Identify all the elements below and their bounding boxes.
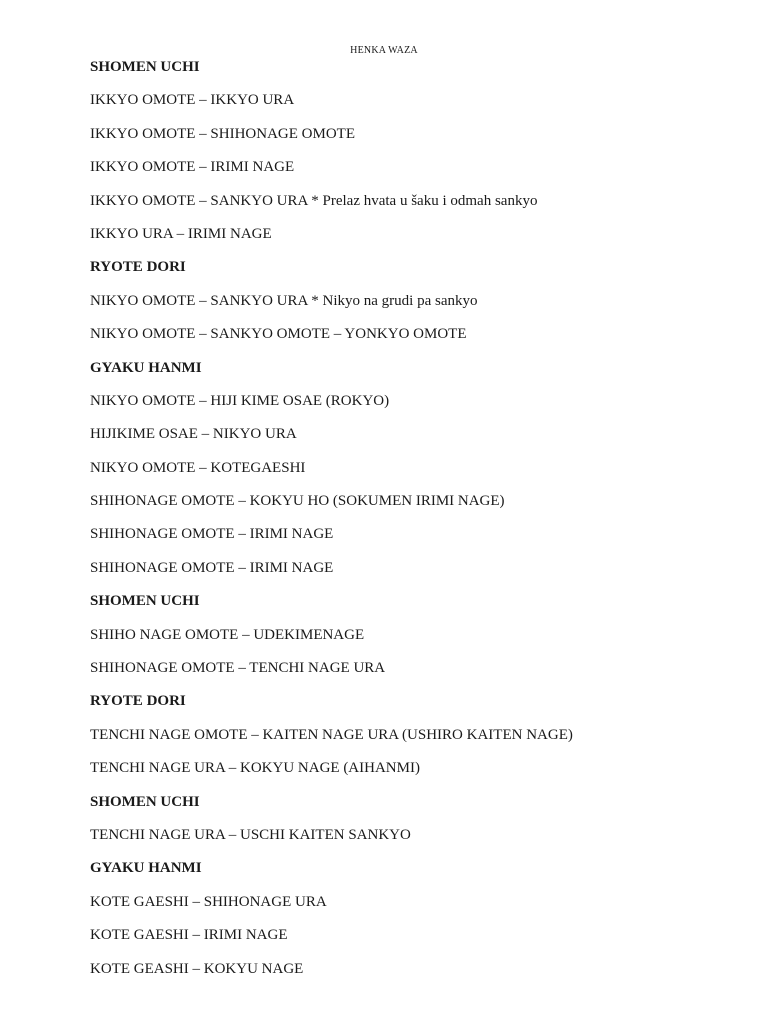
line-7: NIKYO OMOTE – SANKYO URA * Nikyo na grudi pa sankyo [90, 292, 478, 309]
line-5: IKKYO URA – IRIMI NAGE [90, 225, 272, 242]
line-8: NIKYO OMOTE – SANKYO OMOTE – YONKYO OMOTE [90, 326, 467, 343]
line-26: KOTE GAESHI – IRIMI NAGE [90, 927, 288, 944]
section-heading-16: SHOMEN UCHI [90, 593, 200, 610]
line-10: NIKYO OMOTE – HIJI KIME OSAE (ROKYO) [90, 392, 390, 409]
line-4: IKKYO OMOTE – SANKYO URA * Prelaz hvata u šaku i odmah sankyo [90, 192, 538, 209]
section-heading-9: GYAKU HANMI [90, 359, 202, 376]
line-11: HIJIKIME OSAE – NIKYO URA [90, 426, 297, 443]
line-27: KOTE GEASHI – KOKYU NAGE [90, 960, 304, 977]
line-18: SHIHONAGE OMOTE – TENCHI NAGE URA [90, 660, 386, 677]
line-20: TENCHI NAGE OMOTE – KAITEN NAGE URA (USHIRO KAITEN NAGE) [90, 726, 573, 743]
line-23: TENCHI NAGE URA – USCHI KAITEN SANKYO [90, 826, 411, 843]
line-12: NIKYO OMOTE – KOTEGAESHI [90, 459, 306, 476]
technique-list [90, 56, 730, 991]
line-3: IKKYO OMOTE – IRIMI NAGE [90, 159, 295, 176]
section-heading-19: RYOTE DORI [90, 693, 186, 710]
line-15: SHIHONAGE OMOTE – IRIMI NAGE [90, 559, 334, 576]
line-13: SHIHONAGE OMOTE – KOKYU HO (SOKUMEN IRIMI NAGE) [90, 493, 505, 510]
section-heading-6: RYOTE DORI [90, 259, 186, 276]
line-25: KOTE GAESHI – SHIHONAGE URA [90, 893, 327, 910]
line-21: TENCHI NAGE URA – KOKYU NAGE (AIHANMI) [90, 760, 420, 777]
section-heading-0: SHOMEN UCHI [90, 59, 200, 75]
line-17: SHIHO NAGE OMOTE – UDEKIMENAGE [90, 626, 365, 643]
section-heading-22: SHOMEN UCHI [90, 793, 200, 810]
line-14: SHIHONAGE OMOTE – IRIMI NAGE [90, 526, 334, 543]
line-1: IKKYO OMOTE – IKKYO URA [90, 92, 295, 109]
line-2: IKKYO OMOTE – SHIHONAGE OMOTE [90, 125, 355, 142]
section-heading-24: GYAKU HANMI [90, 860, 202, 877]
page-header: HENKA WAZA [350, 45, 418, 56]
